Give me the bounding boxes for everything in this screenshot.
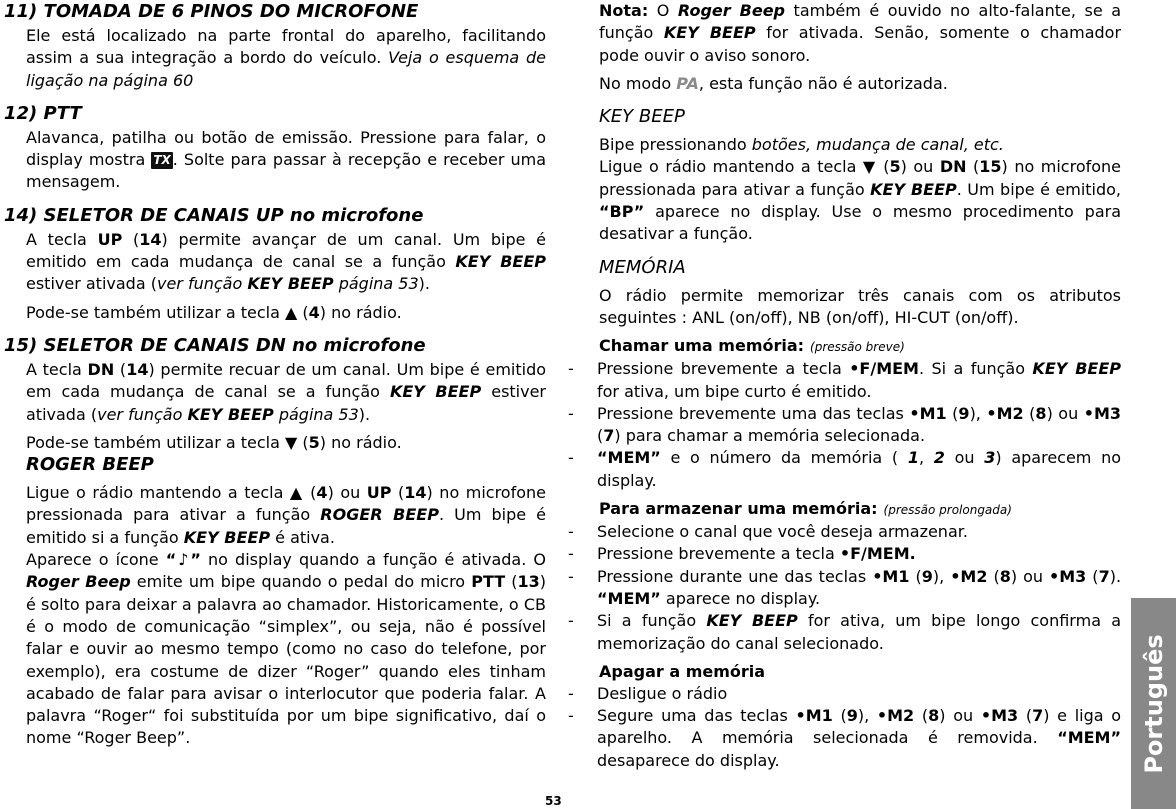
language-tab-label: Português <box>1139 633 1168 774</box>
list-item: - Si a função KEY BEEP for ativa, um bipe longo confirma a memorização do canal selecionado. <box>568 611 1122 653</box>
memory-intro: O rádio permite memorizar três canais com os atributos seguintes : ANL (on/off), NB (on/off), HI-CUT (on/off). <box>599 285 1121 327</box>
section-title-key-beep: KEY BEEP <box>599 106 685 128</box>
delete-memory-heading: Apagar a memória <box>599 661 766 681</box>
up-selector-alt-text: Pode-se também utilizar a tecla ▲ (4) no rádio. <box>26 302 402 322</box>
mic-socket-text: Ele está localizado na parte frontal do aparelho, facilitando assim a sua integração a bordo do veículo. Veja o esquema de ligação na página 60 <box>26 26 546 90</box>
store-memory-heading: Para armazenar uma memória: (pressão prolongada) <box>599 499 1012 519</box>
list-item: - Pressione brevemente uma das teclas •M1 (9), •M2 (8) ou •M3 (7) para chamar a memória selecionada. <box>568 403 1122 446</box>
section-title-roger-beep: ROGER BEEP <box>26 454 154 476</box>
left-column <box>4 0 546 750</box>
section-title-memory: MEMÓRIA <box>599 256 686 278</box>
key-beep-subtitle: Bipe pressionando botões, mudança de canal, etc. <box>599 135 1004 155</box>
roger-beep-activation-text: Ligue o rádio mantendo a tecla ▲ (4) ou UP (14) no microfone pressionada para ativar a função ROGER BEEP. Um bipe é emitido si a função KEY BEEP é ativa. <box>26 483 547 547</box>
roger-beep-history-text: Aparece o ícone “♪” no display quando a função é ativada. O Roger Beep emite um bipe quando o pedal do micro PTT (13) é solto para deixar a palavra ao chamador. Historicamente, o CB é o modo de comunicação “simplex”, ou seja, não é possível falar e ouvir ao mesmo tempo (como no caso do telefone, por exemplo), era costume de dizer “Roger” quando eles tinham acabado de falar para avisar o interlocutor que poderia falar. A palavra “Roger“ foi substituída por um bipe significativo, daí o nome “Roger Beep”. <box>26 550 547 748</box>
key-beep-text: Ligue o rádio mantendo a tecla ▼ (5) ou DN (15) no microfone pressionada para ativar a função KEY BEEP. Um bipe é emitido, “BP” aparece no display. Use o mesmo procedimento para desativar a função. <box>599 157 1122 244</box>
list-item: - “MEM” e o número da memória ( 1, 2 ou 3) aparecem no display. <box>568 448 1122 490</box>
list-item: - Pressione durante une das teclas •M1 (9), •M2 (8) ou •M3 (7). “MEM” aparece no display. <box>568 566 1122 608</box>
section-title-mic-socket: 11) TOMADA DE 6 PINOS DO MICROFONE <box>4 1 419 22</box>
ptt-text: Alavanca, patilha ou botão de emissão. Pressione para falar, o display mostra TX . Solte para passar à recepção e receber uma mensagem. <box>26 127 546 192</box>
call-memory-heading: Chamar uma memória: (pressão breve) <box>599 336 905 356</box>
tx-display-icon: TX <box>153 153 171 168</box>
dn-selector-text: A tecla DN (14) permite recuar de um canal. Um bipe é emitido em cada mudança de canal se a função KEY BEEP estiver ativada (ver função KEY BEEP página 53). <box>26 359 547 424</box>
note-icon: “♪” <box>165 550 201 570</box>
list-item: - Desligue o rádio <box>568 683 728 703</box>
section-title-ptt: 12) PTT <box>4 102 82 124</box>
section-title-up-selector: 14) SELETOR DE CANAIS UP no microfone <box>4 204 424 226</box>
page-number: 53 <box>545 794 562 808</box>
up-selector-text: A tecla UP (14) permite avançar de um canal. Um bipe é emitido em cada mudança de canal se a função KEY BEEP estiver ativada (ver função KEY BEEP página 53). <box>26 229 547 294</box>
section-title-dn-selector: 15) SELETOR DE CANAIS DN no microfone <box>4 334 426 356</box>
list-item: - Pressione brevemente a tecla •F/MEM. Si a função KEY BEEP for ativa, um bipe curto é emitido. <box>568 359 1122 401</box>
roger-beep-note: Nota: O Roger Beep também é ouvido no alto-falante, se a função KEY BEEP for ativada. Senão, somente o chamador pode ouvir o aviso sonoro. <box>599 1 1122 65</box>
list-item: - Segure uma das teclas •M1 (9), •M2 (8) ou •M3 (7) e liga o aparelho. A memória selecionada é removida. “MEM” desaparece do display. <box>568 706 1122 770</box>
right-column <box>568 0 1122 772</box>
pa-mode-note: No modo PA, esta função não é autorizada. <box>599 73 948 93</box>
list-item: - Selecione o canal que você deseja armazenar. <box>568 522 968 542</box>
language-tab <box>1131 598 1176 809</box>
list-item: - Pressione brevemente a tecla •F/MEM. <box>568 544 916 564</box>
dn-selector-alt-text: Pode-se também utilizar a tecla ▼ (5) no rádio. <box>26 432 402 452</box>
